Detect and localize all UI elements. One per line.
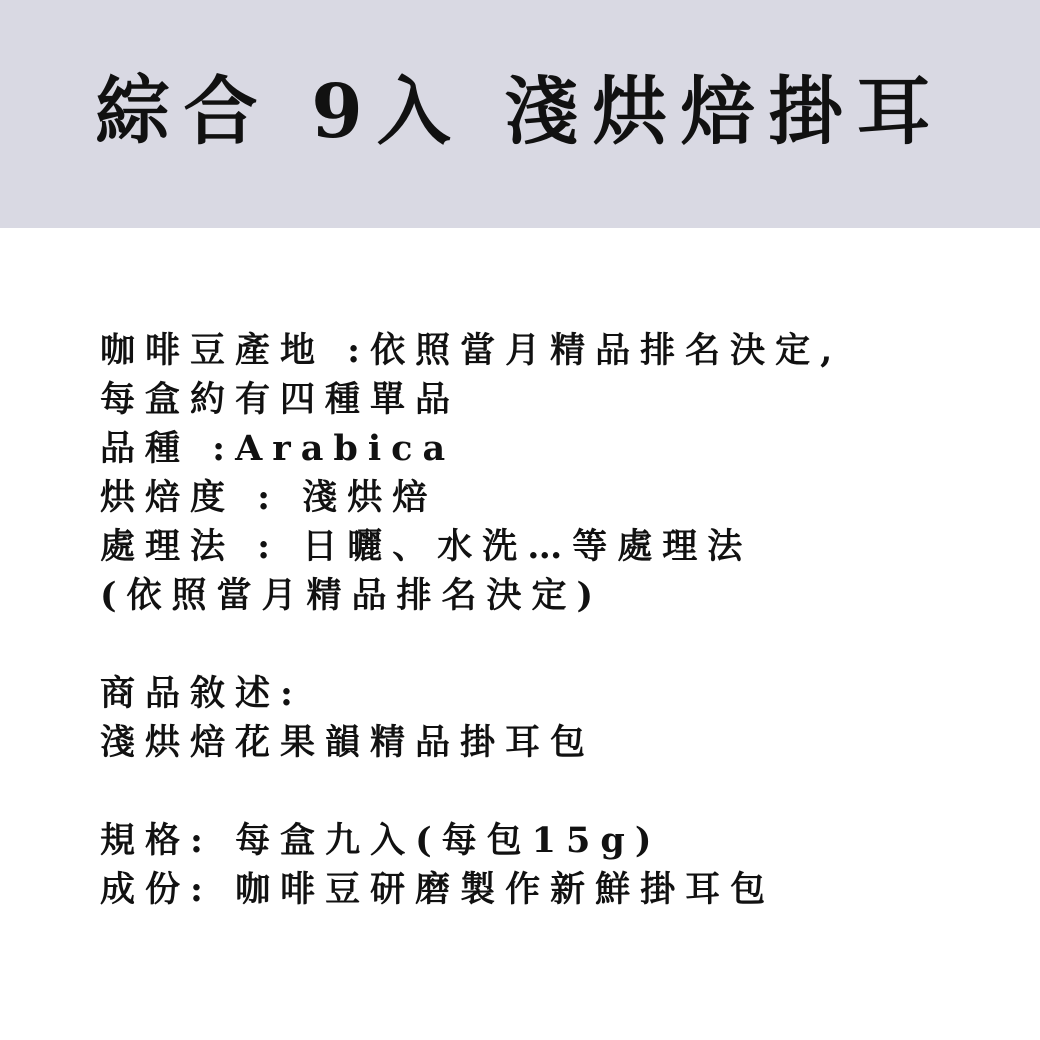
process-line-1: 處理法 : 日曬、水洗…等處理法 — [100, 526, 753, 567]
spacer — [100, 620, 1000, 669]
page-title: 綜合 9入 淺烘焙掛耳 — [95, 69, 945, 155]
description-heading: 商品敘述: — [100, 673, 303, 714]
description-text: 淺烘焙花果韻精品掛耳包 — [100, 722, 596, 763]
process-line-2: (依照當月精品排名決定) — [100, 575, 604, 616]
roast-line: 烘焙度 : 淺烘焙 — [100, 477, 438, 518]
origin-line-2: 每盒約有四種單品 — [100, 379, 461, 420]
origin-line-1: 咖啡豆產地 :依照當月精品排名決定, — [100, 330, 843, 371]
variety-line: 品種 :Arabica — [100, 428, 456, 469]
title-banner — [0, 0, 1040, 228]
ingredients-line: 成份: 咖啡豆研磨製作新鮮掛耳包 — [100, 869, 776, 910]
spacer — [100, 767, 1000, 816]
product-details — [100, 326, 1000, 914]
spec-line: 規格: 每盒九入(每包15g) — [100, 820, 662, 861]
